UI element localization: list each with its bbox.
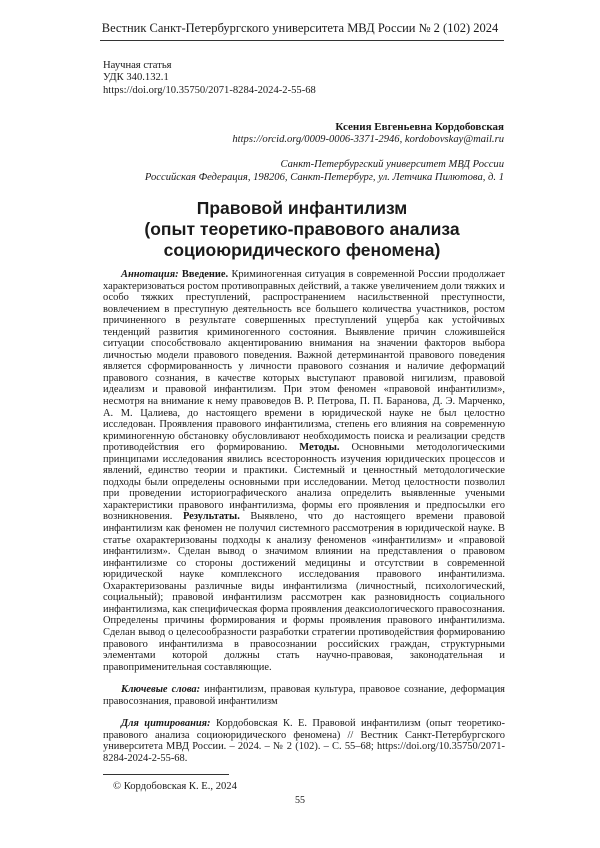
- author-block: [232, 121, 504, 146]
- copyright-notice: © Кордобовская К. Е., 2024: [113, 781, 237, 792]
- affiliation-org: Санкт-Петербургский университет МВД России: [280, 159, 504, 170]
- abstract-paragraph: [103, 269, 505, 673]
- keywords-paragraph: [103, 684, 505, 707]
- results-label: Результаты.: [182, 511, 240, 523]
- methods-text: Основными методологическими принципами исследования явились всесторонность изучения юридических процессов и явлений, единство теории и практики. Системный и ценностный методологические подходы были определены основными при исследовании. Метод целостности позволил при проведении историографического анализа определить выявленные учеными характеристики правового инфантилизма, формы его проявления и предпосылки его возникновения.: [103, 442, 505, 523]
- author-name: Ксения Евгеньевна Кордобовская: [335, 121, 504, 133]
- abstract: [103, 269, 505, 673]
- affiliation-address: Российская Федерация, 198206, Санкт-Петербург, ул. Летчика Пилютова, д. 1: [144, 171, 504, 183]
- results-text: Выявлено, что до настоящего времени правовой инфантилизм как феномен не получил системного рассмотрения в юридической науке. В статье охарактеризованы подходы к анализу феноменов «инфантилизм» и «правовой инфантилизм». Сделан вывод о значимом влиянии на представления о правовом инфантилизме со стороны достижений медицины и отсутствии в современной юридической науке комплексного исследования правового инфантилизма. Охарактеризованы различные виды инфантилизма (личностный, психологический, социальный); правовой инфантилизм рассмотрен как разновидность социального инфантилизма, как специфическая форма проявления деаксиологического правосознания. Определены причины формирования и формы проявления правового инфантилизма. Сделан вывод о целесообразности разработки стратегии противодействия формированию правового инфантилизма в правосознании российских граждан, структурными элементами которой должны стать научно-правовая, законодательная и правоприменительная составляющие.: [103, 511, 506, 673]
- title-line-3: социоюридического феномена): [163, 240, 441, 260]
- author-affiliation: [145, 159, 504, 184]
- keywords-label: Ключевые слова:: [121, 684, 201, 695]
- article-type: Научная статья: [103, 60, 172, 71]
- citation-label: Для цитирования:: [121, 718, 211, 729]
- journal-header: Вестник Санкт-Петербургского университета МВД России № 2 (102) 2024: [101, 21, 499, 35]
- keywords-text: инфантилизм, правовая культура, правовое сознание, деформация правосознания, правовой инфантилизм: [103, 684, 505, 707]
- title-line-2: (опыт теоретико-правового анализа: [144, 219, 460, 239]
- header-divider: [100, 40, 504, 41]
- author-contacts[interactable]: https://orcid.org/0009-0006-3371-2946, kordobovskay@mail.ru: [232, 133, 504, 145]
- intro-text: Криминогенная ситуация в современной России продолжает характеризоваться ростом противоправных действий, а также увеличением доли тяжких и особо тяжких преступлений, распространением насильственной преступности, вовлечением в преступную деятельность все большего количества участников, ростом причиненного в результате совершенных преступлений ущерба как устойчивых тенденций развития криминогенного состояния. Выявление причин сложившейся ситуации способствовало акцентированию внимания на значении факторов выбора личностью модели правового поведения. Важной детерминантой правового поведения является сформированность у личности правового сознания и наличие деформаций правового сознания, в качестве которых выступают правовой нигилизм, правовой идеализм и правовой инфантилизм. При этом феномен «правовой инфантилизм», несмотря на внимание к нему правоведов В. Р. Петрова, П. П. Баранова, Д. Э. Марченко, А. М. Цалиева, до настоящего времени в юридической науке не был целостно исследован. Проявления правового инфантилизма, степень его влияния на современную криминогенную обстановку обусловливают необходимость поиска и реализации средств противодействия его формированию.: [103, 269, 505, 454]
- article-title: [100, 198, 504, 261]
- citation-paragraph: [103, 718, 505, 764]
- article-meta: [103, 60, 316, 97]
- keywords: [103, 684, 505, 707]
- udc-code: УДК 340.132.1: [103, 72, 169, 84]
- methods-label: Методы.: [299, 442, 340, 454]
- page-number: 55: [295, 795, 305, 806]
- citation-text: Кордобовская К. Е. Правовой инфантилизм (опыт теоретико-правового анализа социоюридического феномена) // Вестник Санкт-Петербургского университета МВД России. – 2024. – № 2 (102). – С. 55–68; https://doi.org/10.35750/2071-8284-2024-2-55-68.: [103, 718, 505, 764]
- citation: [103, 718, 505, 764]
- doi-link[interactable]: https://doi.org/10.35750/2071-8284-2024-2-55-68: [103, 84, 316, 96]
- title-line-1: Правовой инфантилизм: [196, 198, 408, 218]
- abstract-label: Аннотация:: [121, 269, 179, 280]
- intro-label: Введение.: [181, 269, 229, 280]
- footnote-divider: [103, 774, 229, 775]
